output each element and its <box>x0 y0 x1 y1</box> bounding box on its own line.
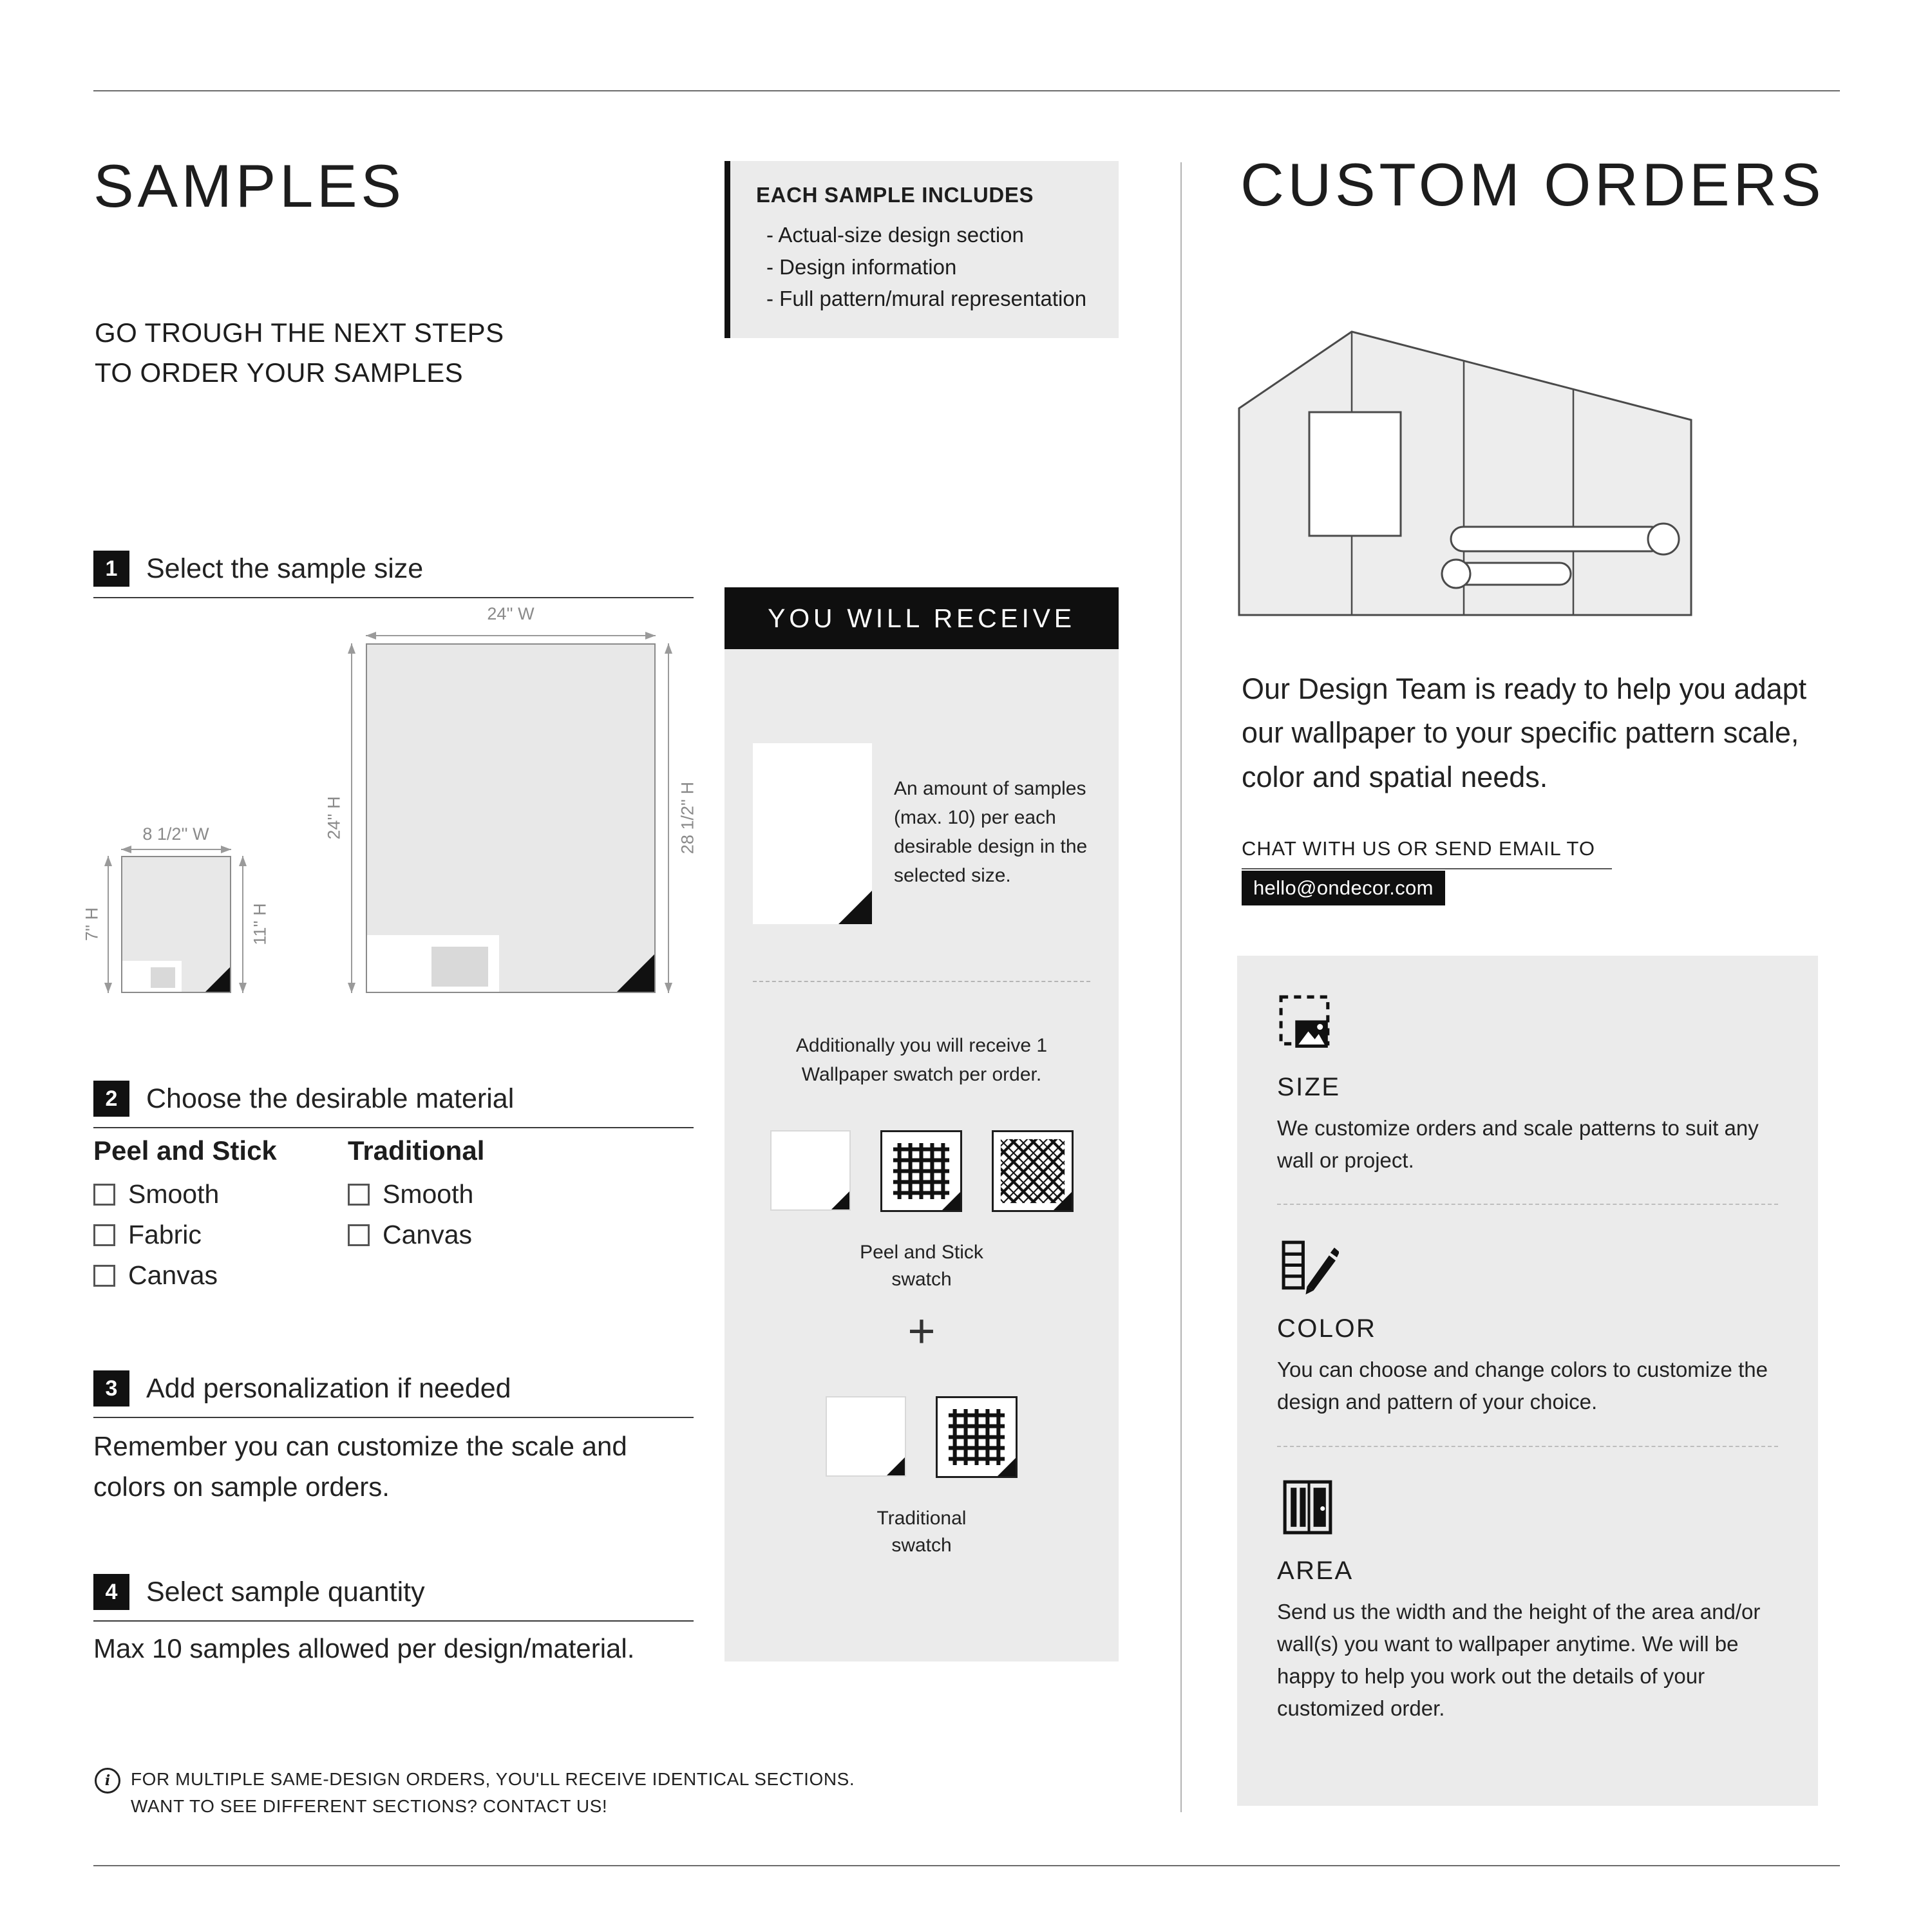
plus-sign: + <box>907 1304 936 1358</box>
traditional-swatch-label-line2: swatch <box>891 1535 952 1556</box>
folded-corner-icon <box>831 1191 849 1209</box>
dashed-divider <box>753 981 1090 982</box>
size-icon <box>1277 993 1778 1055</box>
dim-small-height-right-label: 11'' H <box>250 903 270 945</box>
material-traditional-title: Traditional <box>348 1135 485 1166</box>
material-column-peel-and-stick <box>93 1135 277 1291</box>
step-2-header <box>93 1081 694 1128</box>
samples-intro-line1: GO TROUGH THE NEXT STEPS <box>95 317 504 348</box>
material-option-canvas[interactable] <box>348 1220 484 1250</box>
step-1-number: 1 <box>93 551 129 587</box>
includes-item: - Full pattern/mural representation <box>766 287 1087 310</box>
color-icon <box>1277 1235 1778 1296</box>
grid-swatch-icon <box>880 1130 962 1212</box>
you-will-receive-body <box>724 743 1119 1559</box>
folded-corner-icon <box>205 967 230 992</box>
step-4-header <box>93 1574 694 1622</box>
material-option-label: Fabric <box>128 1220 202 1249</box>
traditional-swatch-label-line1: Traditional <box>876 1508 967 1529</box>
dim-small-width-label: 8 1/2'' W <box>142 824 209 844</box>
dim-large-height-left-label: 24'' H <box>324 796 344 840</box>
custom-orders-panel <box>1237 956 1818 1806</box>
traditional-swatch-row <box>753 1396 1090 1478</box>
crosshatch-swatch-icon <box>992 1130 1074 1212</box>
step-3-header <box>93 1370 694 1418</box>
material-option-label: Smooth <box>128 1179 220 1209</box>
samples-intro-line2: TO ORDER YOUR SAMPLES <box>95 357 464 388</box>
footnote-text: FOR MULTIPLE SAME-DESIGN ORDERS, YOU'LL RECEIVE IDENTICAL SECTIONS. WANT TO SEE DIFFERENT SECTIONS? CONTACT US! <box>131 1769 855 1816</box>
material-option-fabric[interactable] <box>93 1220 277 1250</box>
large-sample-section-inner <box>431 947 488 987</box>
step-1-title: Select the sample size <box>146 553 424 584</box>
area-icon <box>1277 1477 1778 1539</box>
feature-size-text: We customize orders and scale patterns to suit any wall or project. <box>1277 1116 1759 1173</box>
samples-amount-row <box>753 743 1090 924</box>
step-4-body: Max 10 samples allowed per design/material. <box>93 1633 635 1663</box>
peel-swatch-label-line1: Peel and Stick <box>860 1242 983 1263</box>
large-sample-section <box>367 935 499 992</box>
checkbox-icon[interactable] <box>93 1265 115 1287</box>
chat-with-us-label: CHAT WITH US OR SEND EMAIL TO <box>1242 837 1612 869</box>
you-will-receive-panel <box>724 587 1119 1662</box>
grid-swatch-icon <box>936 1396 1018 1478</box>
small-sample-section <box>122 961 182 992</box>
folded-corner-icon <box>998 1458 1016 1476</box>
feature-size-name: SIZE <box>1277 1073 1341 1101</box>
checkbox-icon[interactable] <box>348 1184 370 1206</box>
step-2-number: 2 <box>93 1081 129 1117</box>
additional-swatch-text: Additionally you will receive 1 Wallpaper swatch per order. <box>795 1035 1048 1085</box>
folded-corner-icon <box>1054 1192 1072 1210</box>
dim-large-height-right-label: 28 1/2'' H <box>677 781 697 855</box>
dim-small-height-left-line <box>108 856 109 993</box>
step-3-body: Remember you can customize the scale and colors on sample orders. <box>93 1431 627 1502</box>
checkbox-icon[interactable] <box>93 1184 115 1206</box>
each-sample-includes-box <box>724 161 1119 338</box>
blank-swatch-icon <box>770 1130 851 1211</box>
email-badge[interactable]: hello@ondecor.com <box>1242 871 1445 905</box>
dim-small-height-left-label: 7'' H <box>82 907 102 942</box>
dim-large-width-line <box>366 635 656 636</box>
custom-orders-title: CUSTOM ORDERS <box>1240 151 1825 218</box>
footnote <box>95 1766 880 1820</box>
step-3-number: 3 <box>93 1370 129 1406</box>
step-2-title: Choose the desirable material <box>146 1083 515 1114</box>
folded-corner-icon <box>942 1192 960 1210</box>
dashed-divider <box>1277 1446 1778 1447</box>
blank-swatch-icon <box>826 1396 906 1477</box>
small-sample-diagram <box>121 856 231 993</box>
peel-swatch-label <box>753 1239 1090 1293</box>
large-sample-diagram <box>366 643 656 993</box>
samples-title: SAMPLES <box>93 152 405 220</box>
house-wallpaper-illustration <box>1237 330 1693 617</box>
custom-orders-intro: Our Design Team is ready to help you adapt our wallpaper to your specific pattern scale, color and spatial needs. <box>1242 672 1807 793</box>
house-illustration <box>1237 330 1693 618</box>
traditional-swatch-label <box>753 1505 1090 1559</box>
info-icon: i <box>95 1768 120 1794</box>
you-will-receive-header: YOU WILL RECEIVE <box>724 587 1119 649</box>
includes-title: EACH SAMPLE INCLUDES <box>756 183 1034 207</box>
material-option-canvas[interactable] <box>93 1260 277 1291</box>
step-4-title: Select sample quantity <box>146 1576 425 1607</box>
dim-small-height-right-line <box>242 856 243 993</box>
bottom-divider <box>93 1865 1840 1866</box>
feature-area-name: AREA <box>1277 1556 1354 1585</box>
samples-amount-text: An amount of samples (max. 10) per each desirable design in the selected size. <box>894 778 1088 886</box>
dashed-divider <box>1277 1204 1778 1205</box>
folded-corner-icon <box>887 1457 905 1475</box>
material-peel-title: Peel and Stick <box>93 1135 277 1166</box>
step-1-header <box>93 551 694 598</box>
folded-corner-icon <box>617 954 654 992</box>
material-option-label: Smooth <box>383 1179 474 1209</box>
folded-corner-icon <box>838 891 872 924</box>
step-4-number: 4 <box>93 1574 129 1610</box>
checkbox-icon[interactable] <box>348 1224 370 1246</box>
checkbox-icon[interactable] <box>93 1224 115 1246</box>
material-column-traditional <box>348 1135 484 1250</box>
dim-large-height-left-line <box>351 643 352 993</box>
step-3-title: Add personalization if needed <box>146 1372 511 1404</box>
top-divider <box>93 90 1840 91</box>
sample-page-icon <box>753 743 872 924</box>
feature-color-text: You can choose and change colors to customize the design and pattern of your choice. <box>1277 1358 1768 1414</box>
material-option-smooth[interactable] <box>348 1179 484 1209</box>
column-divider <box>1180 162 1182 1812</box>
samples-intro <box>95 313 504 393</box>
peel-swatch-label-line2: swatch <box>891 1269 952 1290</box>
peel-swatch-row <box>753 1130 1090 1212</box>
small-sample-section-inner <box>151 967 175 988</box>
material-option-label: Canvas <box>128 1260 218 1290</box>
dim-large-width-label: 24'' W <box>487 604 535 623</box>
includes-item: - Actual-size design section <box>766 223 1024 247</box>
dim-large-height-right-line <box>668 643 669 993</box>
includes-item: - Design information <box>766 254 957 279</box>
feature-color-name: COLOR <box>1277 1314 1377 1343</box>
feature-area-text: Send us the width and the height of the area and/or wall(s) you want to wallpaper anytime. We will be happy to help you work out the details of your customized order. <box>1277 1599 1761 1721</box>
material-option-smooth[interactable] <box>93 1179 277 1209</box>
material-option-label: Canvas <box>383 1220 473 1249</box>
dim-small-width-line <box>121 849 231 850</box>
